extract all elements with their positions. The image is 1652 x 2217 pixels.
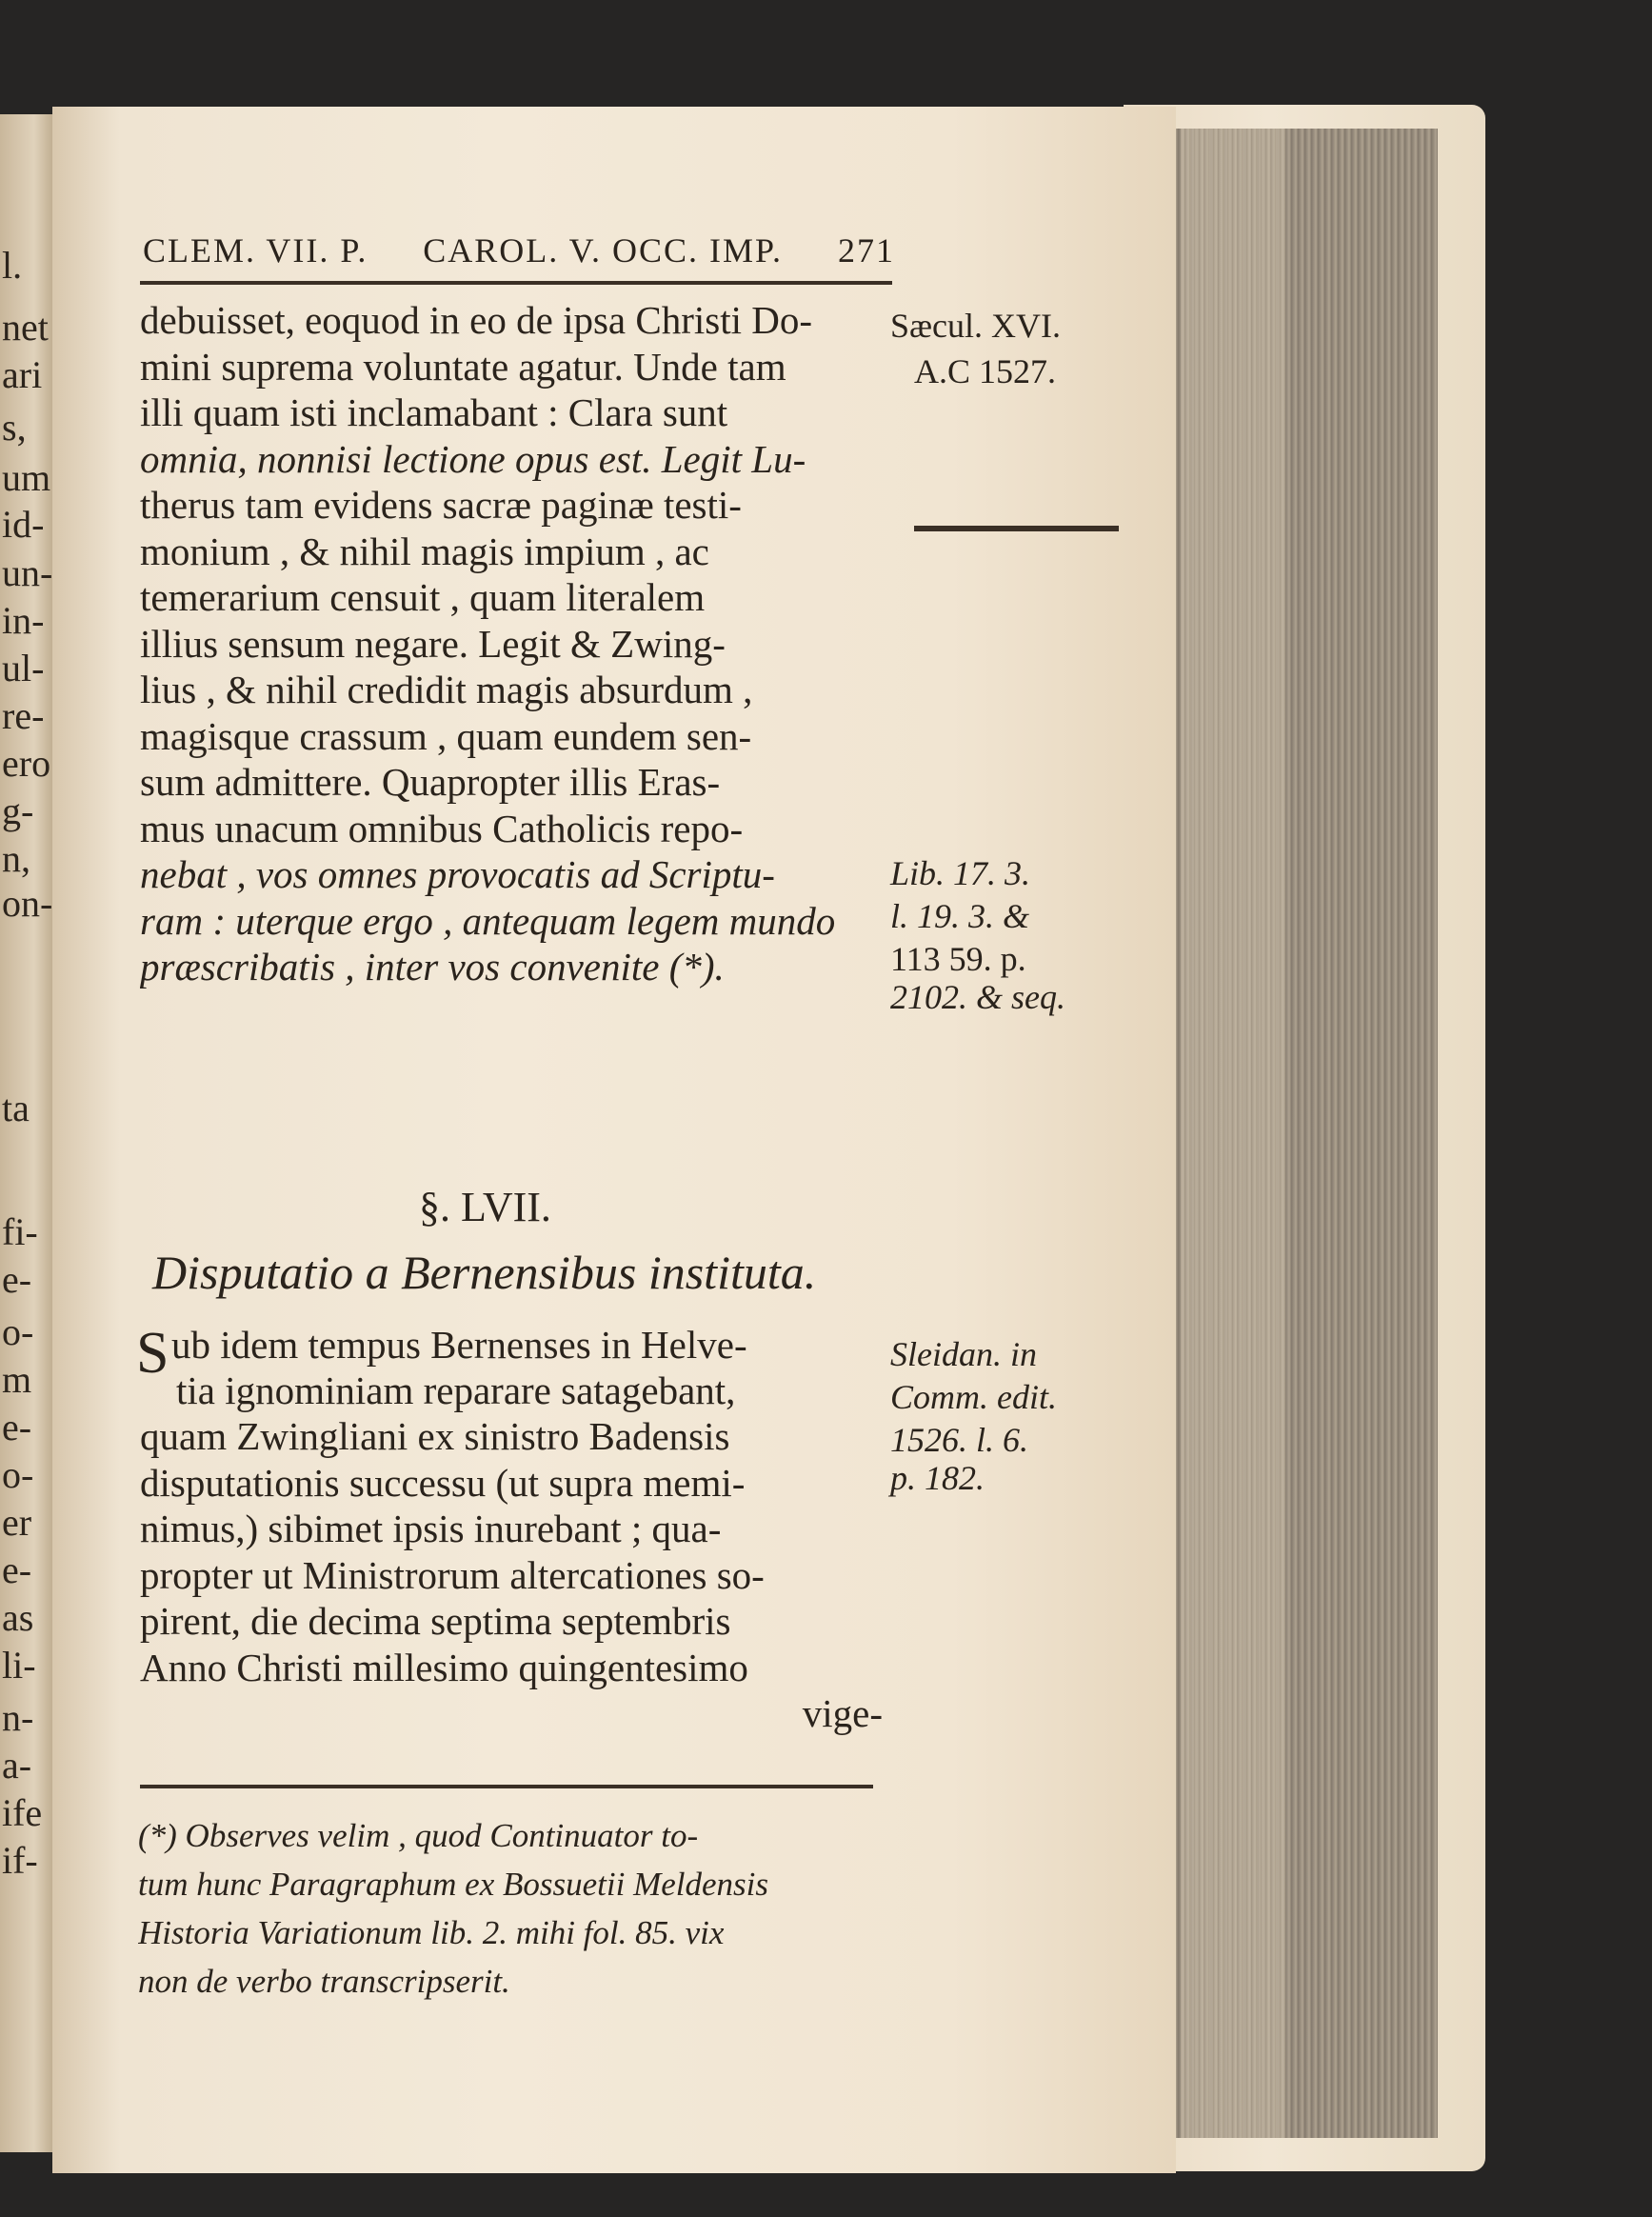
left-page-fragment: o- — [2, 1310, 34, 1353]
catchword: vige- — [802, 1691, 883, 1735]
footnote — [138, 1811, 900, 2006]
left-page-fragment: fi- — [2, 1210, 38, 1253]
margin-ref-2-line-1: Sleidan. in — [890, 1335, 1037, 1373]
left-page-fragment: g- — [2, 789, 34, 832]
margin-ref-1-line-2: l. 19. 3. & — [890, 897, 1030, 935]
paragraph-2 — [171, 1322, 895, 1368]
text-line: mus unacum omnibus Catholicis repo- — [140, 806, 744, 850]
text-line: præscribatis , inter vos convenite (*). — [140, 945, 725, 989]
left-page-fragment: on- — [2, 882, 53, 925]
text-line: ub idem tempus Bernenses in Helve- — [171, 1323, 747, 1367]
page-edges-light — [1181, 129, 1285, 2138]
left-page-fragment: re- — [2, 694, 45, 737]
left-page-fragment: in- — [2, 599, 45, 642]
margin-ref-2-line-2: Comm. edit. — [890, 1378, 1057, 1416]
left-page-fragment: e- — [2, 1548, 32, 1591]
margin-ref-1-line-3: 113 59. p. — [890, 940, 1026, 978]
left-page-fragment: ari — [2, 353, 43, 396]
text-line: ram : uterque ergo , antequam legem mundo — [140, 898, 836, 943]
text-line: nebat , vos omnes provocatis ad Scriptu- — [140, 852, 775, 896]
paragraph-2-rest — [140, 1413, 892, 1737]
margin-ref-1-line-4: 2102. & seq. — [890, 978, 1065, 1016]
text-line: lius , & nihil credidit magis absurdum , — [140, 668, 753, 711]
section-number: §. LVII. — [419, 1184, 551, 1230]
left-page-fragment: id- — [2, 503, 45, 546]
left-page-fragment: n- — [2, 1696, 34, 1739]
text-line: illius sensum negare. Legit & Zwing- — [140, 621, 726, 666]
paragraph-1 — [140, 297, 902, 990]
left-page-fragment: ta — [2, 1087, 30, 1129]
text-line: magisque crassum , quam eundem sen- — [140, 713, 752, 758]
text-line: illi quam isti inclamabant : Clara sunt — [140, 390, 728, 434]
text-line: sum admittere. Quapropter illis Eras- — [140, 760, 721, 804]
footnote-line: non de verbo transcripserit. — [138, 1963, 510, 2000]
left-page-fragment: ero — [2, 742, 51, 785]
left-page-fragment: un- — [2, 551, 53, 594]
left-page-fragment: a- — [2, 1744, 32, 1787]
left-page-fragment: n, — [2, 837, 30, 880]
footnote-line: Historia Variationum lib. 2. mihi fol. 85. vix — [138, 1914, 725, 1951]
text-line: quam Zwingliani ex sinistro Badensis — [140, 1414, 730, 1458]
left-page-fragment: er — [2, 1501, 32, 1544]
text-line: propter ut Ministrorum altercationes so- — [140, 1552, 765, 1597]
footnote-line: tum hunc Paragraphum ex Bossuetii Meldensis — [138, 1866, 768, 1903]
text-line: pirent, die decima septima septembris — [140, 1599, 731, 1643]
text-line: disputationis successu (ut supra memi- — [140, 1460, 746, 1505]
margin-ref-2-line-3: 1526. l. 6. — [890, 1421, 1029, 1459]
margin-rule — [914, 526, 1119, 531]
left-page-fragment: net — [2, 306, 49, 349]
left-page-fragment: e- — [2, 1258, 32, 1301]
text-line: debuisset, eoquod in eo de ipsa Christi Do- — [140, 298, 813, 342]
book-page — [52, 107, 1176, 2173]
left-page-fragment: e- — [2, 1406, 32, 1448]
header-left: CLEM. VII. P. — [143, 231, 368, 270]
text-line: monium , & nihil magis impium , ac — [140, 529, 709, 573]
text-line: therus tam evidens sacræ paginæ testi- — [140, 483, 742, 527]
margin-note-saeculum: Sæcul. XVI. — [890, 307, 1061, 345]
paragraph-2-cont — [176, 1368, 900, 1414]
margin-note-year: A.C 1527. — [914, 352, 1057, 390]
left-page-fragment: s, — [2, 406, 27, 449]
page-number: 271 — [837, 231, 895, 270]
text-line: Anno Christi millesimo quingentesimo — [140, 1645, 748, 1689]
left-page-fragment: ife — [2, 1791, 43, 1834]
left-page-fragment: if- — [2, 1839, 38, 1882]
left-page-fragment: m — [2, 1358, 32, 1401]
section-title: Disputatio a Bernensibus instituta. — [152, 1246, 817, 1299]
drop-cap: S — [136, 1321, 169, 1386]
text-line: omnia, nonnisi lectione opus est. Legit Lu- — [140, 436, 806, 481]
left-page-fragment: um — [2, 456, 51, 499]
margin-ref-1-line-1: Lib. 17. 3. — [890, 854, 1031, 892]
footnote-rule — [140, 1785, 873, 1788]
left-page-fragment: l. — [2, 244, 23, 287]
text-line: mini suprema voluntate agatur. Unde tam — [140, 344, 786, 389]
header-rule — [140, 281, 892, 285]
text-line: nimus,) sibimet ipsis inurebant ; qua- — [140, 1507, 722, 1550]
left-page-fragment: ul- — [2, 647, 45, 689]
margin-ref-2-line-4: p. 182. — [890, 1459, 985, 1497]
running-header — [143, 230, 895, 270]
header-center: CAROL. V. OCC. IMP. — [423, 231, 784, 270]
text-line: tia ignominiam reparare satagebant, — [176, 1368, 736, 1412]
footnote-line: (*) Observes velim , quod Continuator to- — [138, 1817, 699, 1854]
left-page-fragment: li- — [2, 1644, 36, 1687]
left-page-fragment: o- — [2, 1453, 34, 1496]
left-page-fragment: as — [2, 1596, 34, 1639]
text-line: temerarium censuit , quam literalem — [140, 575, 706, 619]
